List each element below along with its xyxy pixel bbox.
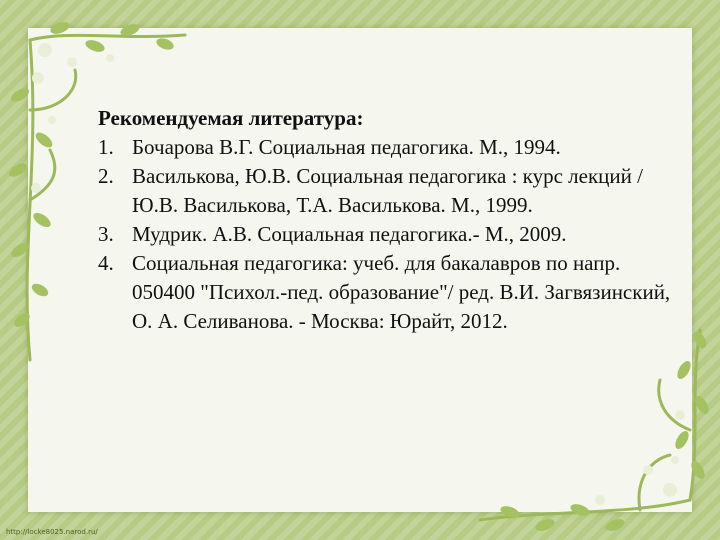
reference-text: Социальная педагогика: учеб. для бакалавров по напр. 050400 "Психол.-пед. образование"/ ред. В.И. Загвязинский, О. А. Селиванова. - Москва: Юрайт, 2012. bbox=[132, 251, 671, 333]
reference-text: Мудрик. А.В. Социальная педагогика.- М., 2009. bbox=[132, 222, 567, 246]
reference-number: 4. bbox=[98, 251, 114, 275]
reference-number: 1. bbox=[98, 135, 114, 159]
reference-number: 2. bbox=[98, 164, 114, 188]
reference-text: Василькова, Ю.В. Социальная педагогика : курс лекций / Ю.В. Василькова, Т.А. Василькова. М., 1999. bbox=[132, 164, 643, 217]
references-list bbox=[98, 133, 678, 336]
reference-item bbox=[98, 162, 678, 220]
reference-item bbox=[98, 133, 678, 162]
reference-text: Бочарова В.Г. Социальная педагогика. М., 1994. bbox=[132, 135, 561, 159]
reference-item bbox=[98, 220, 678, 249]
reference-item bbox=[98, 249, 678, 336]
references-heading: Рекомендуемая литература: bbox=[98, 106, 364, 130]
references-block bbox=[98, 104, 678, 336]
reference-number: 3. bbox=[98, 222, 114, 246]
source-url: http://locke8025.narod.ru/ bbox=[6, 528, 98, 536]
floral-ornament-bottom-right-icon bbox=[470, 320, 720, 540]
